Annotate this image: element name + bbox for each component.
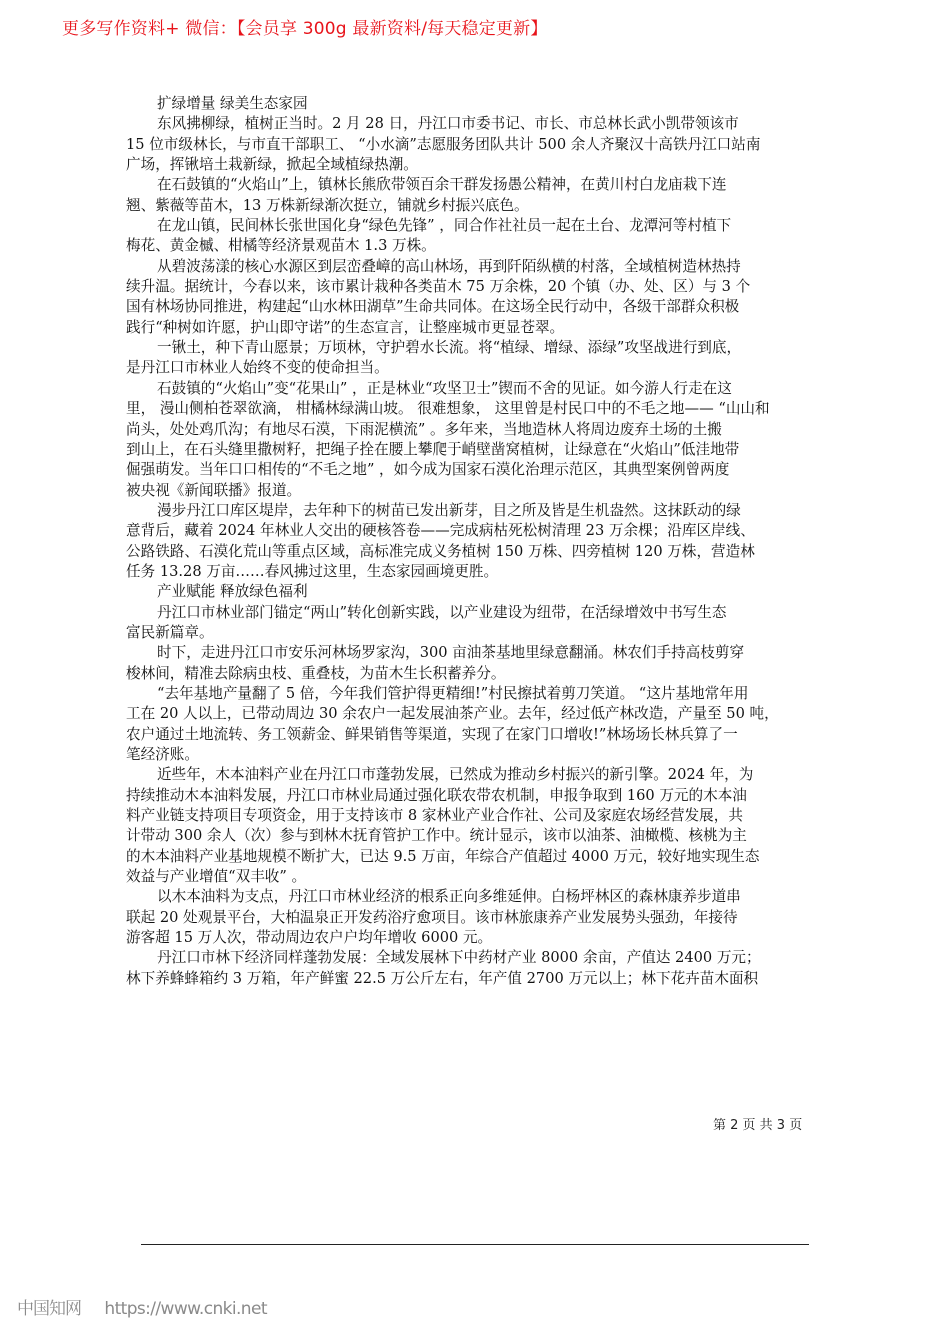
text-line: 时下，走进丹江口市安乐河林场罗家沟，300 亩油茶基地里绿意翻涌。林农们手持高枝剪穿 (157, 644, 745, 662)
text-line: 尚头，处处鸡爪沟；有地尽石漠，下雨泥横流” 。多年来，当地造林人将周边废弃土场的土搬 (126, 420, 722, 438)
text-line: 联起 20 处观景平台，大柏温泉正开发药浴疗愈项目。该市林旅康养产业发展势头强劲，年接待 (126, 908, 738, 926)
text-line: 林下养蜂蜂箱约 3 万箱，年产鲜蜜 22.5 万公斤左右，年产值 2700 万元以上；林下花卉苗木面积 (126, 969, 759, 987)
article-body (126, 94, 826, 989)
text-line: “去年基地产量翻了 5 倍，今年我们管护得更精细!”村民擦拭着剪刀笑道。 “这片基地常年用 (157, 684, 749, 702)
page-number: 第 2 页 共 3 页 (713, 1118, 803, 1133)
text-line: 产业赋能 释放绿色福利 (157, 583, 308, 601)
text-line: 一锹土，种下青山愿景；万顷林，守护碧水长流。将“植绿、增绿、添绿”攻坚战进行到底， (157, 339, 742, 357)
text-line: 漫步丹江口库区堤岸，去年种下的树苗已发出新芽，目之所及皆是生机盎然。这抹跃动的绿 (157, 501, 741, 519)
cnki-watermark (17, 1294, 267, 1319)
promo-banner: 更多写作资料+ 微信：【会员享 300g 最新资料/每天稳定更新】 (62, 19, 548, 39)
text-line: 续升温。据统计，今春以来，该市累计栽种各类苗木 75 万余株，20 个镇（办、处、区）与 3 个 (126, 278, 751, 296)
text-line: 任务 13.28 万亩……春风拂过这里，生态家园画境更胜。 (126, 562, 499, 580)
text-line: 近些年，木本油料产业在丹江口市蓬勃发展，已然成为推动乡村振兴的新引擎。2024 年，为 (157, 766, 754, 784)
text-line: 丹江口市林下经济同样蓬勃发展：全域发展林下中药材产业 8000 余亩，产值达 2400 万元； (157, 949, 761, 967)
text-line: 国有林场协同推进，构建起“山水林田湖草”生命共同体。在这场全民行动中，各级干部群众积极 (126, 298, 740, 316)
text-line: 工在 20 人以上，已带动周边 30 余农户一起发展油茶产业。去年，经过低产林改造，产量至 50 吨， (126, 705, 779, 723)
text-line: 丹江口市林业部门锚定“两山”转化创新实践，以产业建设为纽带，在活绿增效中书写生态 (157, 603, 727, 621)
text-line: 游客超 15 万人次，带动周边农户户均年增收 6000 元。 (126, 929, 493, 947)
text-line: 广场，挥锹培土栽新绿，掀起全域植绿热潮。 (126, 156, 418, 174)
text-line: 计带动 300 余人（次）参与到林木抚育管护工作中。统计显示，该市以油茶、油橄榄、核桃为主 (126, 827, 747, 845)
text-line: 里， 漫山侧柏苍翠欲滴， 柑橘林绿满山坡。 很难想象， 这里曾是村民口中的不毛之地—— “山山和 (126, 400, 770, 418)
text-line: 是丹江口市林业人始终不变的使命担当。 (126, 359, 389, 377)
text-line: 到山上，在石头缝里撒树籽，把绳子拴在腰上攀爬于峭壁凿窝植树，让绿意在“火焰山”低洼地带 (126, 440, 740, 458)
text-line: 公路铁路、石漠化荒山等重点区域，高标准完成义务植树 150 万株、四旁植树 120 万株，营造林 (126, 542, 755, 560)
text-line: 倔强萌发。当年口口相传的“不毛之地” ，如今成为国家石漠化治理示范区，其典型案例曾两度 (126, 461, 730, 479)
text-line: 农户通过土地流转、务工领薪金、鲜果销售等渠道，实现了在家门口增收!”林场场长林兵算了一 (126, 725, 738, 743)
footer-divider (141, 1244, 809, 1245)
text-line: 扩绿增量 绿美生态家园 (157, 95, 308, 112)
text-line: 笔经济账。 (126, 746, 199, 763)
watermark-url: https://www.cnki.net (104, 1299, 267, 1319)
text-line: 料产业链支持项目专项资金，用于支持该市 8 家林业产业合作社、公司及家庭农场经营发展，共 (126, 807, 743, 825)
text-line: 在石鼓镇的“火焰山”上，镇林长熊欣带领百余干群发扬愚公精神，在黄川村白龙庙栽下连 (157, 176, 727, 194)
text-line: 持续推动木本油料发展，丹江口市林业局通过强化联农带农机制，申报争取到 160 万元的木本油 (126, 786, 747, 804)
text-line: 东风拂柳绿，植树正当时。2 月 28 日，丹江口市委书记、市长、市总林长武小凯带领该市 (157, 115, 739, 133)
text-line: 石鼓镇的“火焰山”变“花果山” ，正是林业“攻坚卫士”锲而不舍的见证。如今游人行走在这 (157, 379, 732, 397)
text-line: 在龙山镇，民间林长张世国化身“绿色先锋” ，同合作社社员一起在土台、龙潭河等村植下 (157, 217, 732, 235)
text-line: 从碧波荡漾的核心水源区到层峦叠嶂的高山林场，再到阡陌纵横的村落，全域植树造林热持 (157, 257, 741, 275)
text-line: 意背后，藏着 2024 年林业人交出的硬核答卷——完成病枯死松树清理 23 万余棵；沿库区岸线、 (126, 522, 755, 540)
text-line: 翘、紫薇等苗木，13 万株新绿渐次挺立，铺就乡村振兴底色。 (126, 196, 529, 214)
watermark-site-name: 中国知网 (17, 1299, 81, 1319)
text-line: 效益与产业增值“双丰收” 。 (126, 868, 307, 886)
text-line: 梅花、黄金槭、柑橘等经济景观苗木 1.3 万株。 (126, 237, 436, 255)
text-line: 的木本油料产业基地规模不断扩大，已达 9.5 万亩，年综合产值超过 4000 万元，较好地实现生态 (126, 847, 760, 865)
text-line: 以木本油料为支点，丹江口市林业经济的根系正向多维延伸。白杨坪林区的森林康养步道串 (157, 888, 741, 906)
text-line: 15 位市级林长，与市直干部职工、 “小水滴”志愿服务团队共计 500 余人齐聚汉十高铁丹江口站南 (126, 135, 761, 153)
text-line: 梭林间，精准去除病虫枝、重叠枝，为苗木生长积蓄养分。 (126, 664, 506, 682)
text-line: 被央视《新闻联播》报道。 (126, 481, 302, 499)
text-line: 富民新篇章。 (126, 623, 214, 641)
text-line: 践行“种树如许愿，护山即守诺”的生态宣言，让整座城市更显苍翠。 (126, 318, 565, 336)
